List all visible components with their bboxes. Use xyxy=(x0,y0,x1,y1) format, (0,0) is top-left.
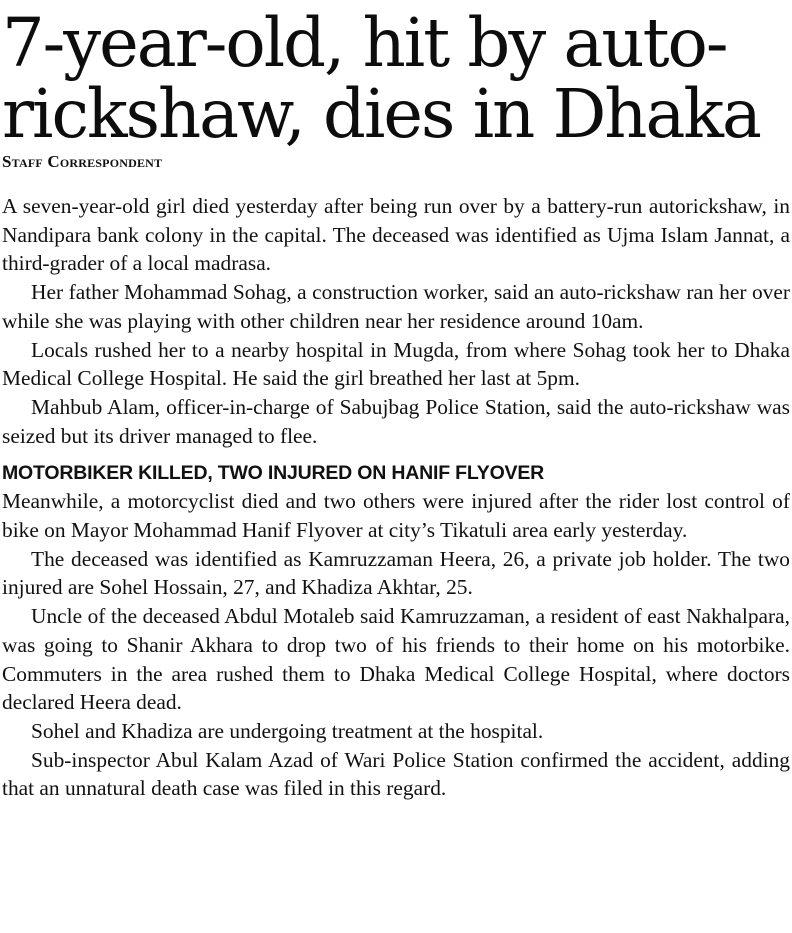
byline: Staff Correspondent xyxy=(2,152,163,171)
paragraph: Her father Mohammad Sohag, a construction worker, said an auto-rickshaw ran her over while she was playing with other children near her residence around 10am. xyxy=(2,280,790,333)
paragraph: The deceased was identified as Kamruzzaman Heera, 26, a private job holder. The two injured are Sohel Hossain, 27, and Khadiza Akhtar, 25. xyxy=(2,546,790,600)
section-subhead: MOTORBIKER KILLED, TWO INJURED ON HANIF FLYOVER xyxy=(2,462,545,485)
paragraph: Uncle of the deceased Abdul Motaleb said Kamruzzaman, a resident of east Nakhalpara, was going to Shanir Akhara to drop two of his friends to their home on his motorbike. Commuters in the area rushed them to Dhaka Medical College Hospital, where doctors declared Heera dead. xyxy=(2,604,790,715)
paragraph: Sub-inspector Abul Kalam Azad of Wari Police Station confirmed the accident, adding that an unnatural death case was filed in this regard. xyxy=(2,747,790,801)
paragraph: A seven-year-old girl died yesterday after being run over by a battery-run autorickshaw, in Nandipara bank colony in the capital. The deceased was identified as Ujma Islam Jannat, a third-grader of a local madrasa. xyxy=(2,194,790,276)
paragraph: Locals rushed her to a nearby hospital in Mugda, from where Sohag took her to Dhaka Medical College Hospital. He said the girl breathed her last at 5pm. xyxy=(2,337,790,391)
paragraph: Meanwhile, a motorcyclist died and two others were injured after the rider lost control of bike on Mayor Mohammad Hanif Flyover at city’s Tikatuli area early yesterday. xyxy=(2,489,790,543)
news-article xyxy=(2,0,790,803)
article-body xyxy=(2,192,790,803)
paragraph: Mahbub Alam, officer-in-charge of Sabujbag Police Station, said the auto-rickshaw was seized but its driver managed to flee. xyxy=(2,394,790,448)
headline: 7-year-old, hit by auto-rickshaw, dies in Dhaka xyxy=(2,4,760,153)
paragraph: Sohel and Khadiza are undergoing treatment at the hospital. xyxy=(31,718,544,743)
